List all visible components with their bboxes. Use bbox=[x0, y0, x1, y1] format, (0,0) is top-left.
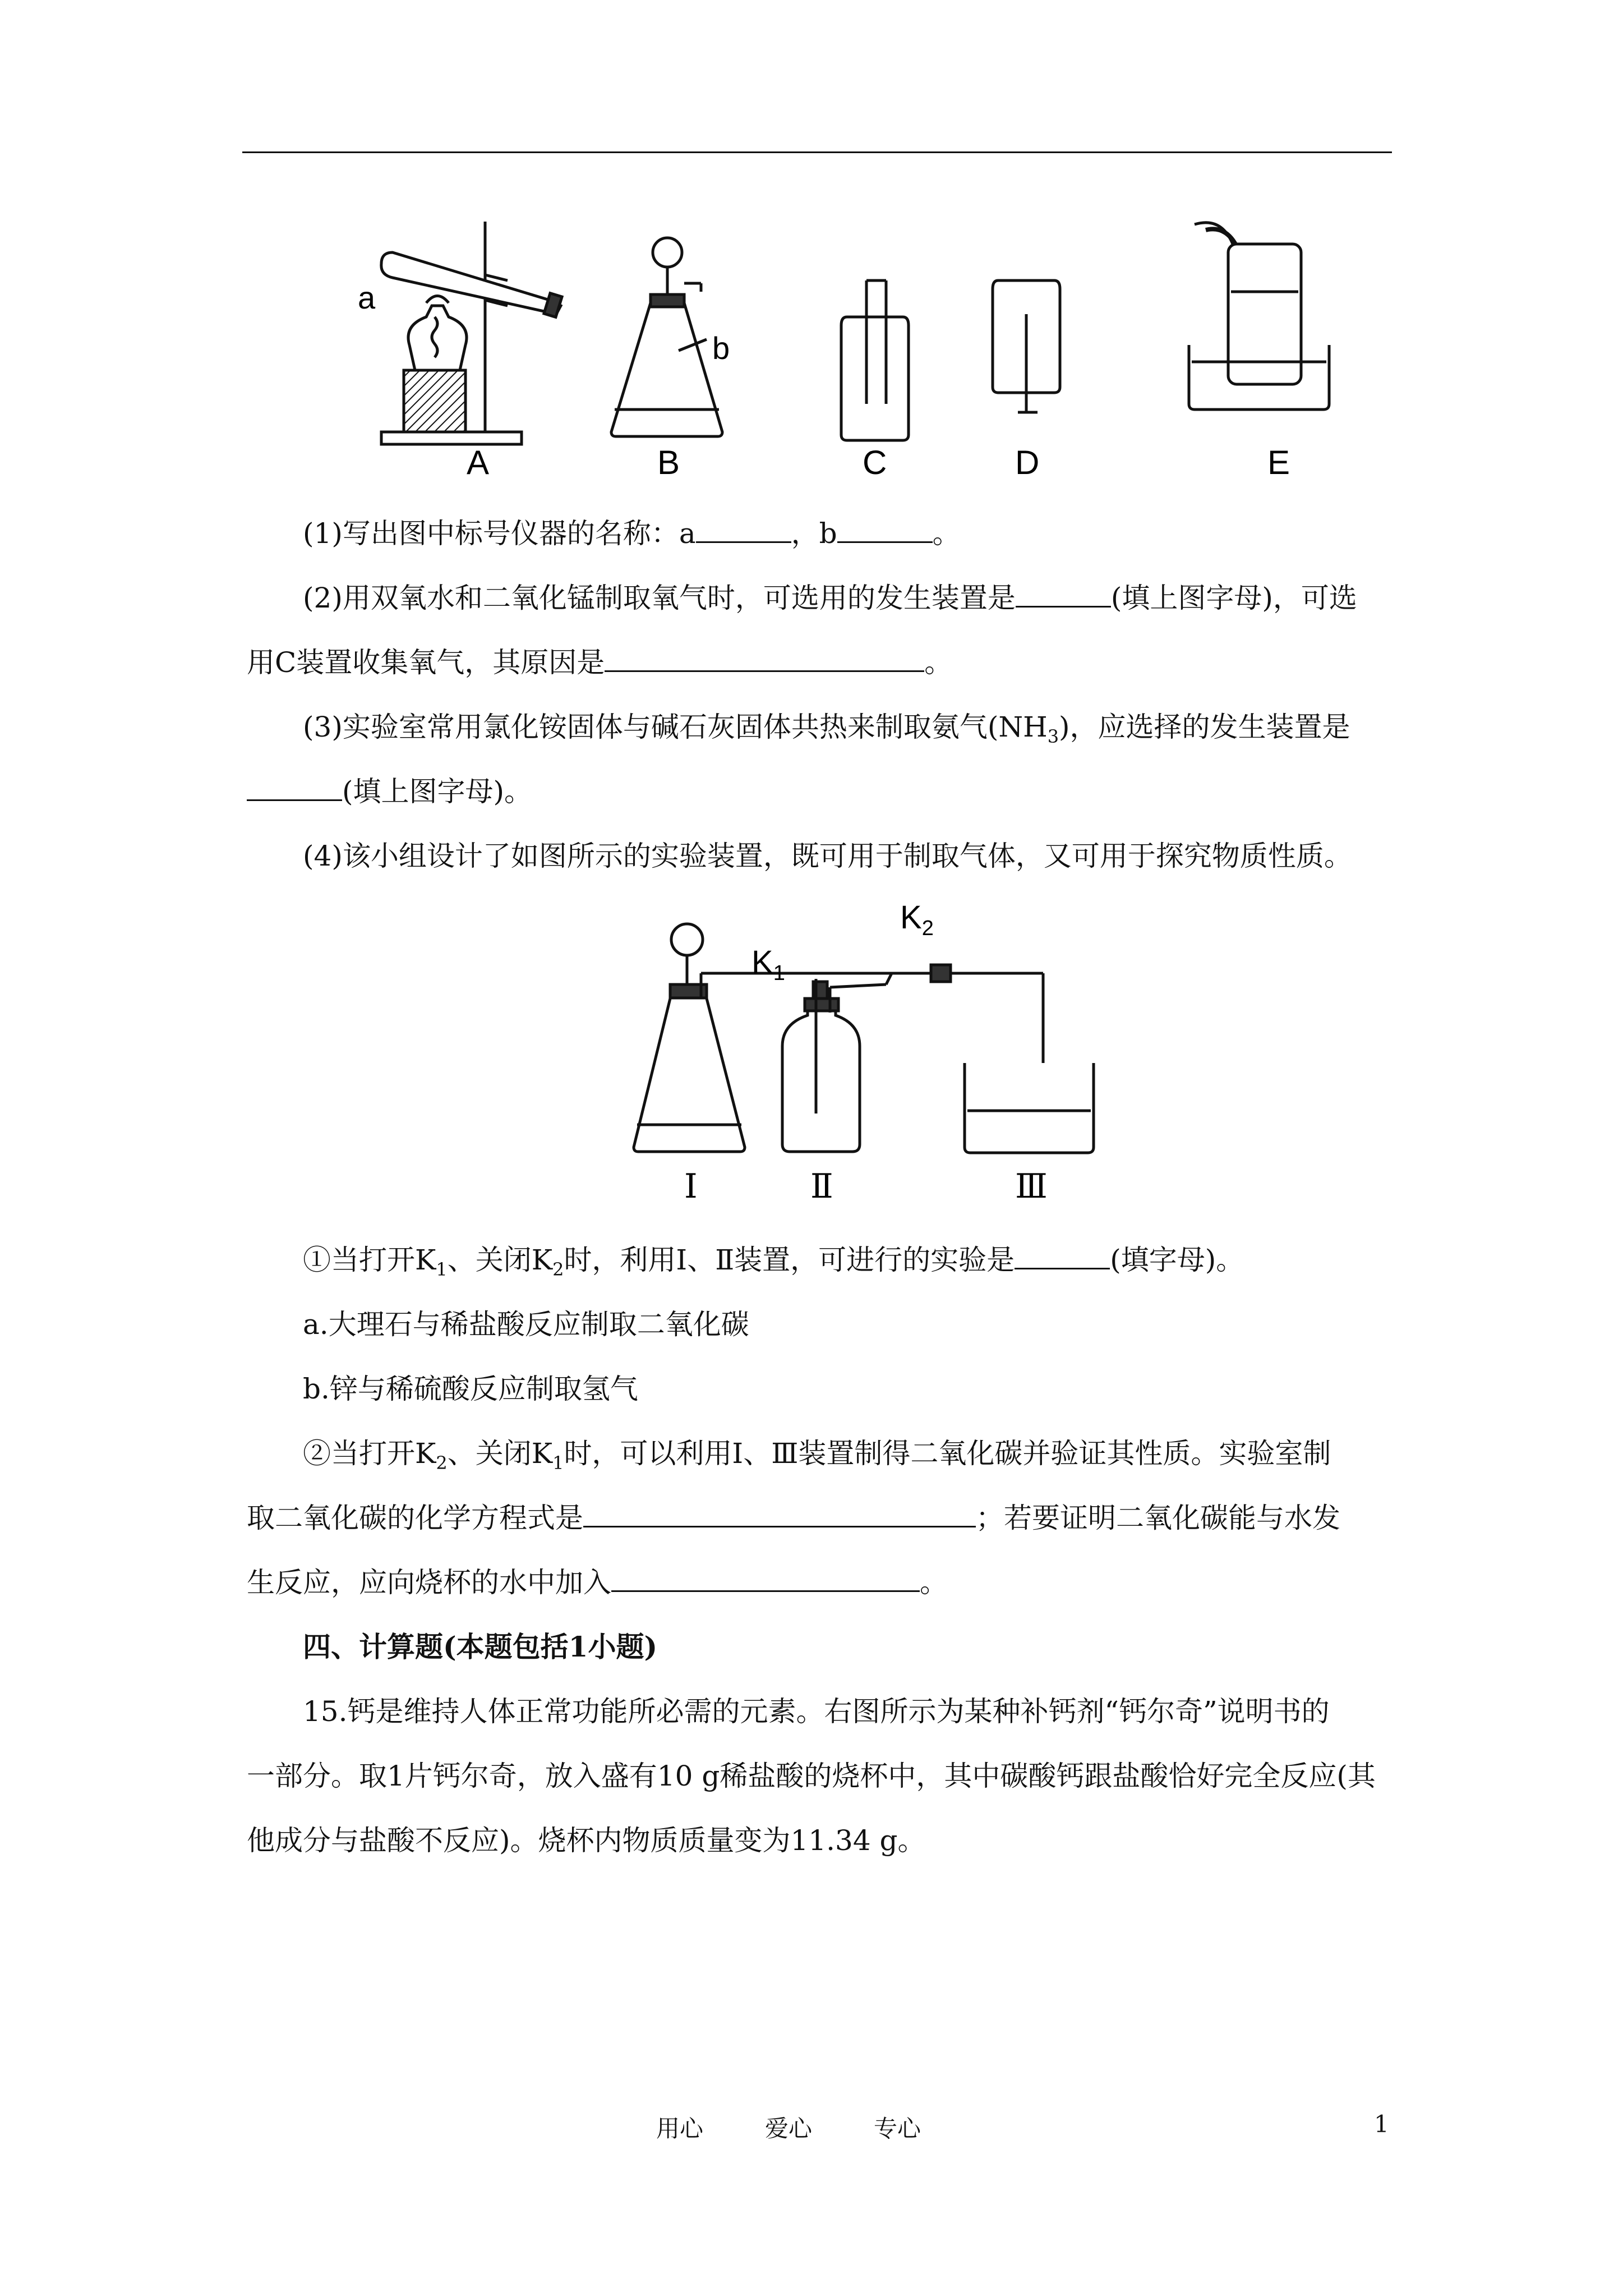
apparatus-label-c: C bbox=[863, 444, 887, 481]
question-4-intro: (4)该小组设计了如图所示的实验装置，既可用于制取气体，又可用于探究物质性质。 bbox=[303, 840, 1352, 872]
apparatus-b-drawing bbox=[611, 238, 722, 436]
apparatus-ii-drawing bbox=[782, 973, 892, 1152]
label-a: a bbox=[358, 280, 376, 315]
apparatus-label-e: E bbox=[1267, 444, 1290, 481]
question-1: (1)写出图中标号仪器的名称：a ，b 。 bbox=[303, 517, 961, 550]
question-3-line-1: (3)实验室常用氯化铵固体与碱石灰固体共热来制取氨气$(NH_3)$，应选择的发生装置是 bbox=[303, 711, 1350, 747]
label-b: b bbox=[712, 330, 730, 366]
page-number: 1 bbox=[1374, 2110, 1389, 2138]
question-15-line-2: 一部分。取1片钙尔奇，放入盛有10 g稀盐酸的烧杯中，其中碳酸钙跟盐酸恰好完全反应(其 bbox=[247, 1760, 1376, 1792]
header-rule bbox=[242, 151, 1392, 153]
question-4-2-line-2: 取二氧化碳的化学方程式是 ；若要证明二氧化碳能与水发 bbox=[247, 1502, 1340, 1534]
question-4-2-line-3: 生反应，应向烧杯的水中加入 。 bbox=[247, 1566, 948, 1599]
apparatus-iii-drawing bbox=[931, 965, 1094, 1153]
question-2-line-2: 用C装置收集氧气，其原因是 。 bbox=[247, 646, 953, 679]
apparatus-d-drawing bbox=[993, 280, 1060, 412]
apparatus-e-drawing bbox=[1189, 223, 1329, 409]
valve-k2-label: $K_2$ bbox=[900, 899, 934, 940]
option-b: b.锌与稀硫酸反应制取氢气 bbox=[303, 1373, 638, 1405]
section-4-heading: 四、计算题(本题包括1小题) bbox=[303, 1630, 658, 1663]
apparatus-label-i: Ⅰ bbox=[684, 1167, 698, 1206]
apparatus-c-drawing bbox=[841, 280, 909, 440]
question-15-line-3: 他成分与盐酸不反应)。烧杯内物质质量变为11.34 g。 bbox=[247, 1824, 926, 1857]
question-2-line-1: (2)用双氧水和二氧化锰制取氧气时，可选用的发生装置是 (填上图字母)，可选 bbox=[303, 582, 1357, 614]
valve-k1-label: $K_1$ bbox=[751, 944, 785, 985]
question-4-2-line-1: ②当打开$K_2$、关闭$K_1$时，可以利用Ⅰ、Ⅲ装置制得二氧化碳并验证其性质。实验室制 bbox=[303, 1437, 1331, 1474]
question-4-1: ①当打开$K_1$、关闭$K_2$时，利用Ⅰ、Ⅱ装置，可进行的实验是 (填字母)。 bbox=[303, 1244, 1244, 1280]
question-15-line-1: 15.钙是维持人体正常功能所必需的元素。右图所示为某种补钙剂“钙尔奇”说明书的 bbox=[303, 1695, 1330, 1728]
apparatus-figure-2 bbox=[623, 895, 1099, 1209]
apparatus-label-d: D bbox=[1015, 444, 1040, 481]
apparatus-label-iii: Ⅲ bbox=[1015, 1167, 1048, 1206]
question-3-line-2: (填上图字母)。 bbox=[247, 760, 1402, 823]
footer-motto: 用心 爱心 专心 bbox=[656, 2115, 921, 2142]
apparatus-a-drawing bbox=[381, 222, 562, 444]
apparatus-label-ii: Ⅱ bbox=[810, 1167, 833, 1206]
apparatus-label-a: A bbox=[467, 444, 490, 481]
option-a: a.大理石与稀盐酸反应制取二氧化碳 bbox=[303, 1308, 749, 1341]
apparatus-figure-1 bbox=[348, 213, 1357, 482]
apparatus-label-b: B bbox=[657, 444, 680, 481]
